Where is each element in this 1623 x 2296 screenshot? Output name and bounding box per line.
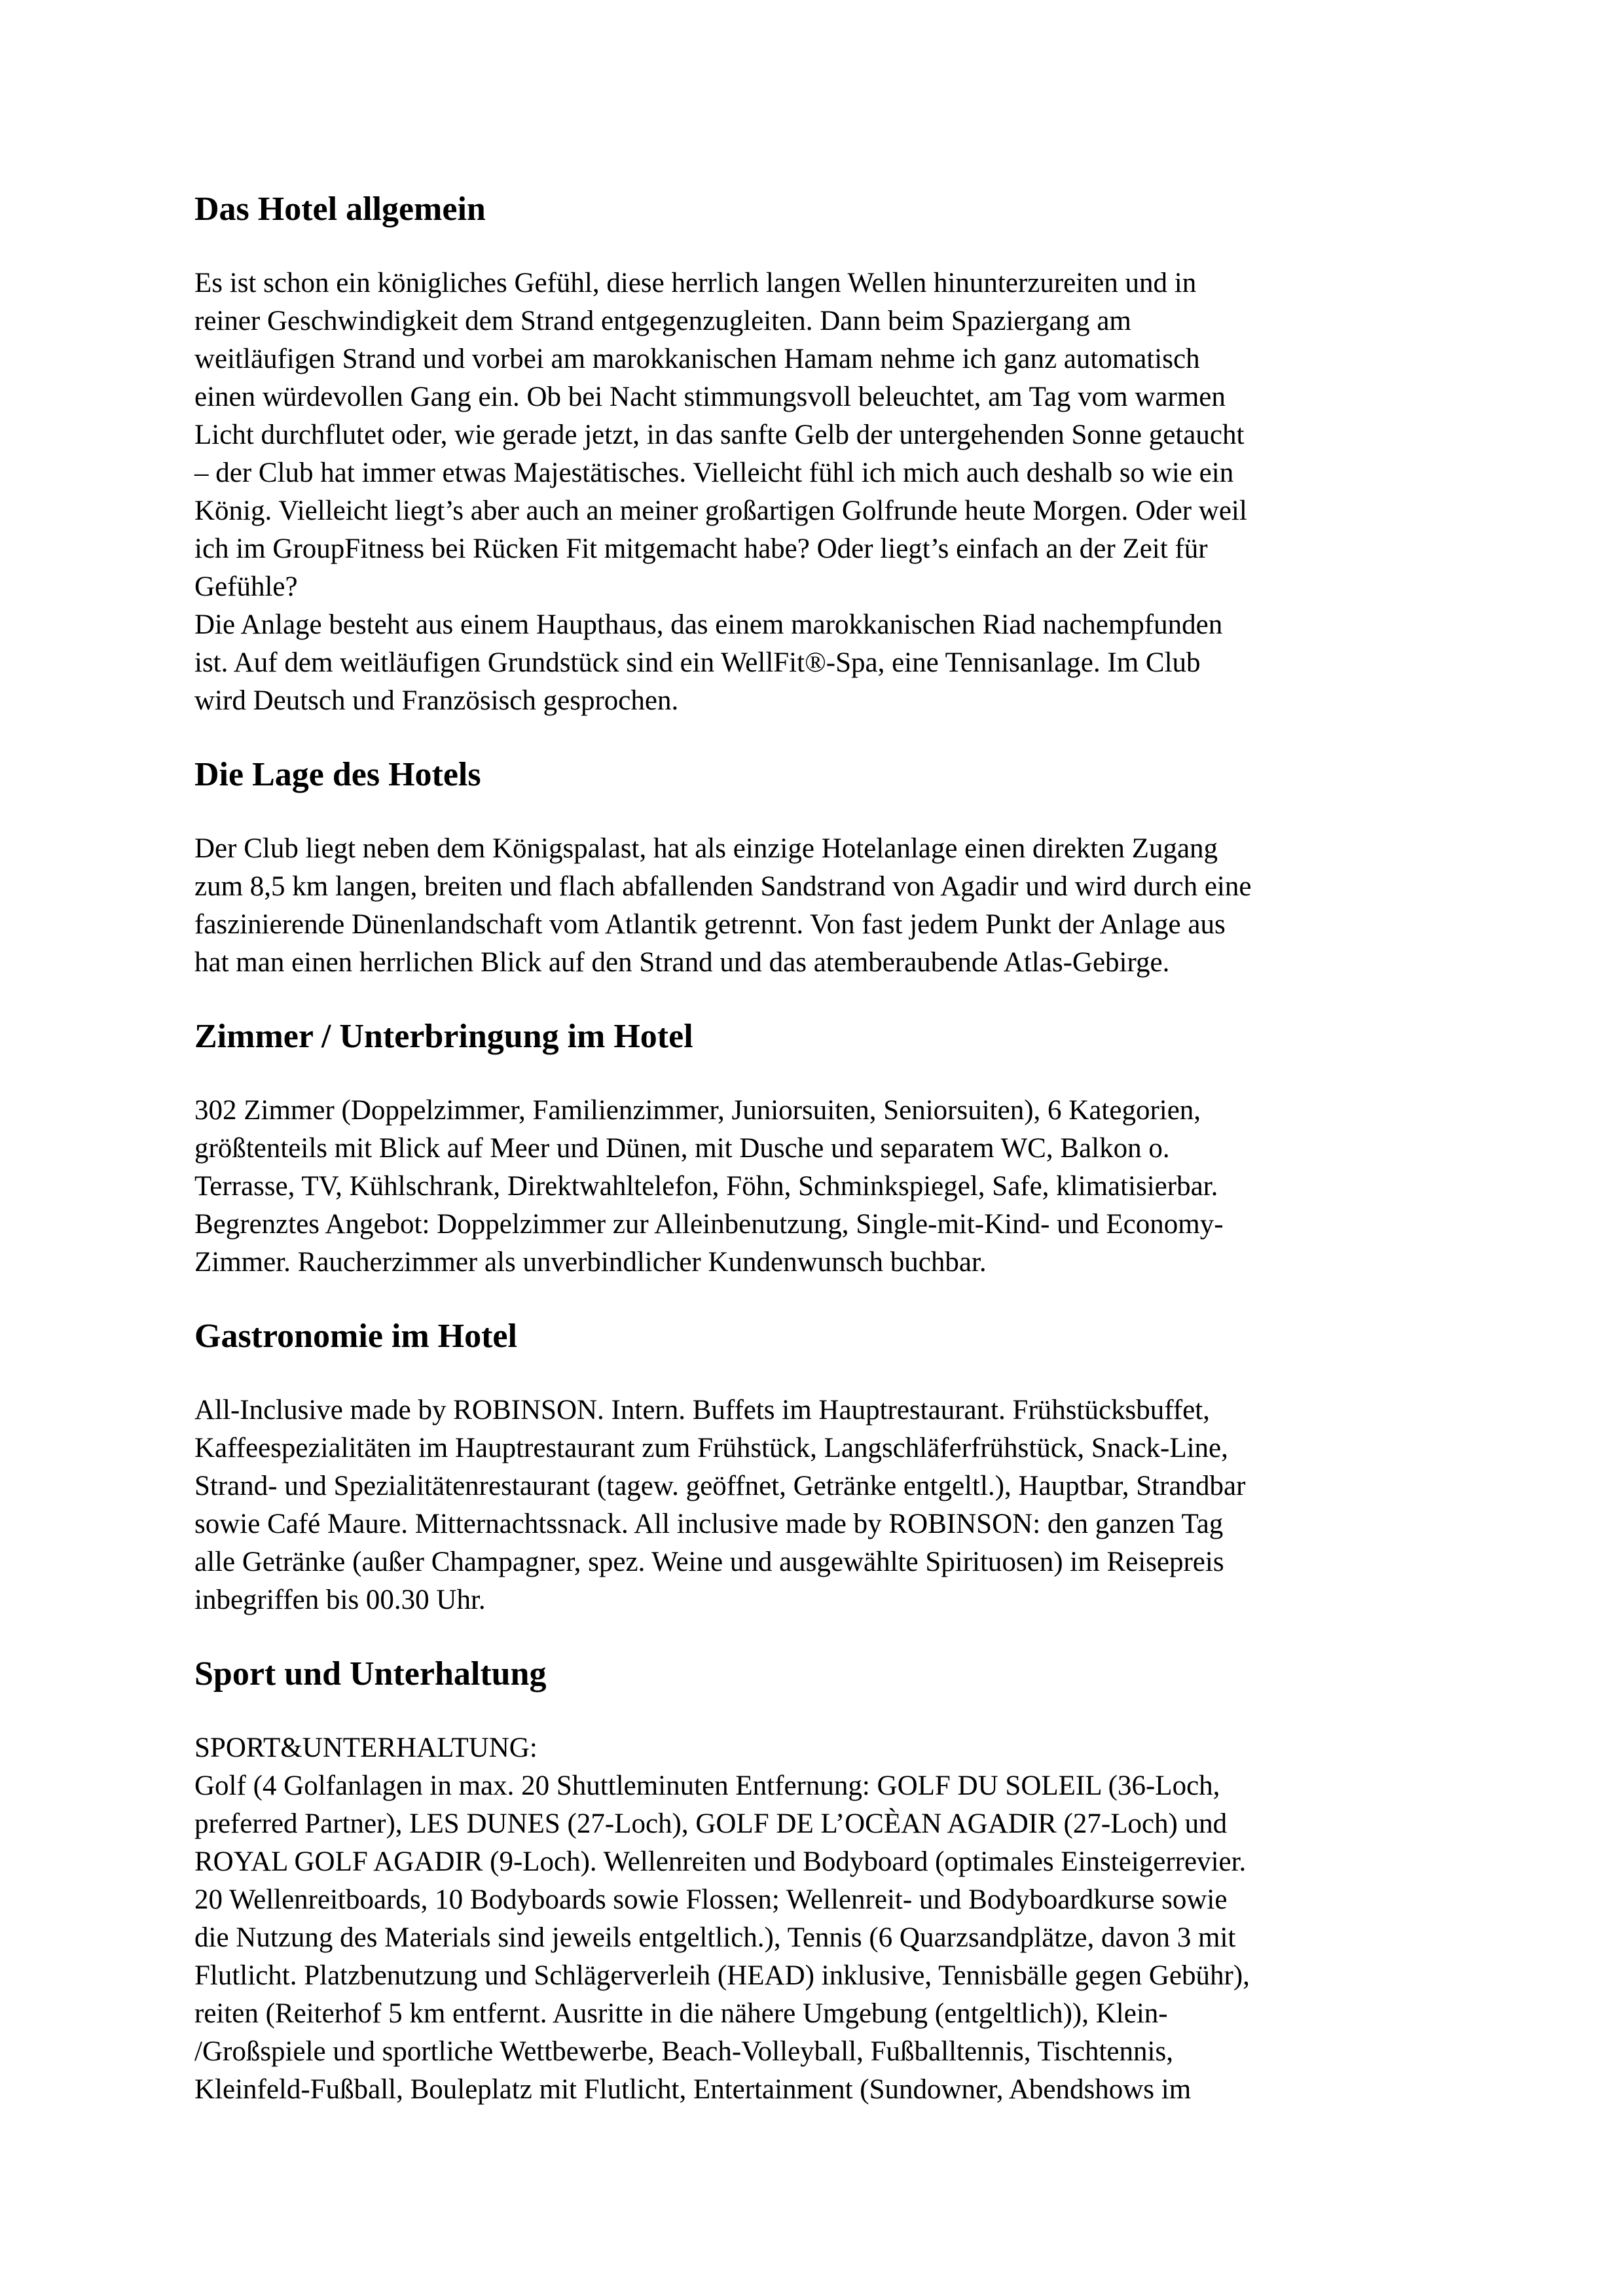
text-line: inbegriffen bis 00.30 Uhr. [194,1585,486,1615]
section-paragraph [194,1092,1438,1282]
text-line: Es ist schon ein königliches Gefühl, diese herrlich langen Wellen hinunterzureiten und in [194,268,1197,298]
text-line: Licht durchflutet oder, wie gerade jetzt, in das sanfte Gelb der untergehenden Sonne getaucht [194,420,1245,450]
text-line: reiner Geschwindigkeit dem Strand entgegenzugleiten. Dann beim Spaziergang am [194,306,1131,336]
text-line: /Großspiele und sportliche Wettbewerbe, Beach-Volleyball, Fußballtennis, Tischtennis, [194,2036,1173,2067]
text-line: ist. Auf dem weitläufigen Grundstück sind ein WellFit®-Spa, eine Tennisanlage. Im Club [194,647,1201,678]
text-line: 20 Wellenreitboards, 10 Bodyboards sowie Flossen; Wellenreit- und Bodyboardkurse sowie [194,1884,1228,1915]
text-line: einen würdevollen Gang ein. Ob bei Nacht stimmungsvoll beleuchtet, am Tag vom warmen [194,382,1226,412]
section-paragraph [194,264,1438,720]
text-line: Der Club liegt neben dem Königspalast, hat als einzige Hotelanlage einen direkten Zugang [194,833,1218,864]
text-line: Die Anlage besteht aus einem Haupthaus, das einem marokkanischen Riad nachempfunden [194,609,1223,640]
text-line: reiten (Reiterhof 5 km entfernt. Ausritte in die nähere Umgebung (entgeltlich)), Klein- [194,1998,1168,2029]
text-line: ROYAL GOLF AGADIR (9-Loch). Wellenreiten und Bodyboard (optimales Einsteigerrevier. [194,1846,1247,1877]
text-line: Golf (4 Golfanlagen in max. 20 Shuttleminuten Entfernung: GOLF DU SOLEIL (36-Loch, [194,1770,1220,1801]
text-line: faszinierende Dünenlandschaft vom Atlantik getrennt. Von fast jedem Punkt der Anlage aus [194,909,1226,940]
text-line: Terrasse, TV, Kühlschrank, Direktwahltelefon, Föhn, Schminkspiegel, Safe, klimatisierbar. [194,1171,1218,1202]
text-line: die Nutzung des Materials sind jeweils entgeltlich.), Tennis (6 Quarzsandplätze, davon 3 mit [194,1922,1236,1953]
section-heading: Gastronomie im Hotel [194,1318,517,1355]
text-line: größtenteils mit Blick auf Meer und Dünen, mit Dusche und separatem WC, Balkon o. [194,1133,1170,1164]
text-line: SPORT&UNTERHALTUNG: [194,1732,538,1763]
text-line: Kleinfeld-Fußball, Bouleplatz mit Flutlicht, Entertainment (Sundowner, Abendshows im [194,2074,1192,2105]
section-hotel-allgemein [194,190,1438,720]
text-line: Kaffeespezialitäten im Hauptrestaurant zum Frühstück, Langschläferfrühstück, Snack-Line, [194,1433,1228,1463]
document-page [194,190,1438,2109]
section-lage [194,755,1438,982]
section-heading: Das Hotel allgemein [194,190,486,228]
section-sport [194,1655,1438,2109]
text-line: – der Club hat immer etwas Majestätisches. Vielleicht fühl ich mich auch deshalb so wie ein [194,457,1234,488]
text-line: alle Getränke (außer Champagner, spez. Weine und ausgewählte Spirituosen) im Reisepreis [194,1547,1224,1577]
text-line: hat man einen herrlichen Blick auf den Strand und das atemberaubende Atlas-Gebirge. [194,947,1170,978]
text-line: weitläufigen Strand und vorbei am marokkanischen Hamam nehme ich ganz automatisch [194,344,1200,374]
text-line: All-Inclusive made by ROBINSON. Intern. Buffets im Hauptrestaurant. Frühstücksbuffet, [194,1395,1210,1426]
text-line: König. Vielleicht liegt’s aber auch an meiner großartigen Golfrunde heute Morgen. Oder weil [194,495,1247,526]
text-line: ich im GroupFitness bei Rücken Fit mitgemacht habe? Oder liegt’s einfach an der Zeit für [194,533,1208,564]
section-zimmer [194,1017,1438,1282]
text-line: preferred Partner), LES DUNES (27-Loch), GOLF DE L’OCÈAN AGADIR (27-Loch) und [194,1808,1228,1839]
text-line: zum 8,5 km langen, breiten und flach abfallenden Sandstrand von Agadir und wird durch eine [194,871,1252,902]
text-line: Flutlicht. Platzbenutzung und Schlägerverleih (HEAD) inklusive, Tennisbälle gegen Gebühr), [194,1960,1250,1991]
section-heading: Zimmer / Unterbringung im Hotel [194,1018,693,1055]
section-heading: Sport und Unterhaltung [194,1655,547,1693]
text-line: Strand- und Spezialitätenrestaurant (tagew. geöffnet, Getränke entgeltl.), Hauptbar, Strandbar [194,1471,1246,1501]
section-heading: Die Lage des Hotels [194,756,481,793]
text-line: wird Deutsch und Französisch gesprochen. [194,685,679,716]
text-line: Zimmer. Raucherzimmer als unverbindlicher Kundenwunsch buchbar. [194,1247,987,1278]
section-gastronomie [194,1317,1438,1619]
text-line: Begrenztes Angebot: Doppelzimmer zur Alleinbenutzung, Single-mit-Kind- und Economy- [194,1209,1224,1240]
text-line: 302 Zimmer (Doppelzimmer, Familienzimmer, Juniorsuiten, Seniorsuiten), 6 Kategorien, [194,1095,1201,1126]
section-paragraph [194,1729,1438,2109]
text-line: Gefühle? [194,571,298,602]
section-paragraph [194,1391,1438,1619]
text-line: sowie Café Maure. Mitternachtssnack. All inclusive made by ROBINSON: den ganzen Tag [194,1509,1224,1539]
section-paragraph [194,830,1438,982]
